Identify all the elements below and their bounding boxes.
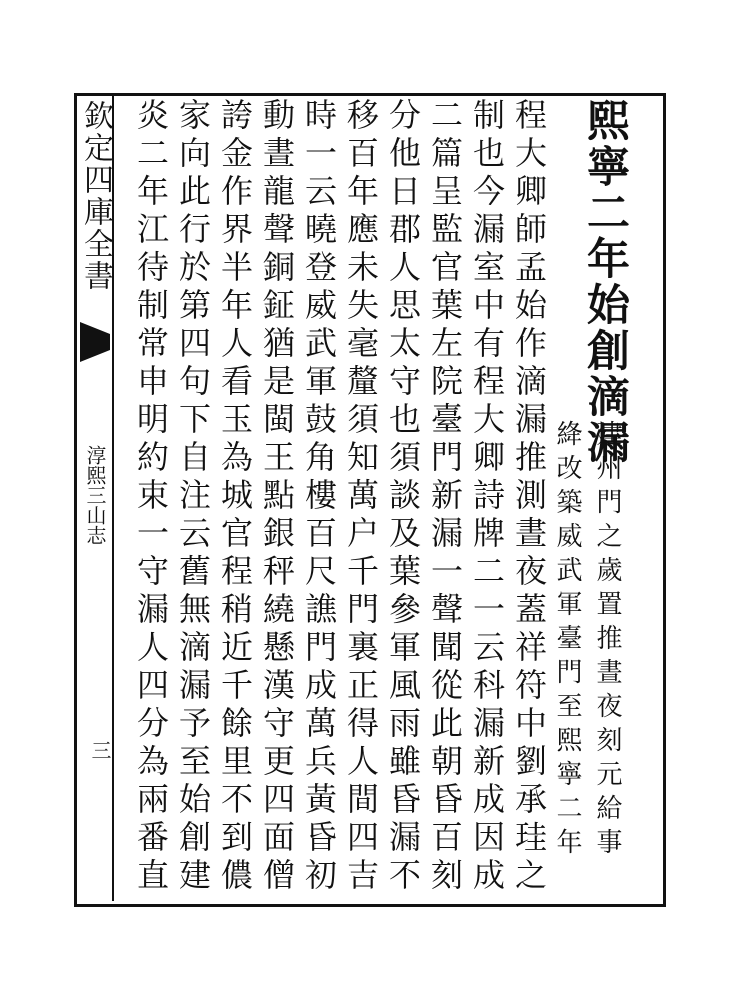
text-column: 移百年應未失毫釐須知萬户千門裏正得人間四吉 xyxy=(342,98,380,896)
text-column: 制也今漏室中有程大卿詩牌二一云科漏新成因成 xyxy=(468,98,506,896)
text-column: 程大卿師孟始作滴漏推測晝夜蓋祥符中劉承珪之 xyxy=(510,98,548,896)
book-title: 淳熙三山志 xyxy=(83,445,107,545)
text-column: 家向此行於第四句下自注云舊無滴漏予至始創建 xyxy=(174,98,212,896)
text-column: 誇金作界半年人看玉為城官程稍近千餘里不到儂 xyxy=(216,98,254,896)
section-heading: 熙寧二年始創滴漏 xyxy=(580,98,630,466)
text-column: 炎二年江待制常申明約束一守漏人四分為兩番直 xyxy=(132,98,170,896)
text-column: 分他日郡人思太守也須談及葉參軍風雨雖昏漏不 xyxy=(384,98,422,896)
spine-text: 欽定四庫全書 xyxy=(78,100,113,292)
note-line-left: 絳改築威武軍臺門至熙寧二年 xyxy=(552,420,582,862)
note-line-right: 建州門之歲置推晝夜刻元給事 xyxy=(592,420,622,862)
text-column: 動晝龍聲銅鉦猶是閩王點銀秤繞懸漢守更四面僧 xyxy=(258,98,296,896)
text-column: 二篇呈監官葉左院臺門新漏一聲聞從此朝昏百刻 xyxy=(426,98,464,896)
page-number: 三 xyxy=(88,740,112,760)
text-column: 時一云曉登威武軍鼓角樓百尺譙門成萬兵黃昏初 xyxy=(300,98,338,896)
